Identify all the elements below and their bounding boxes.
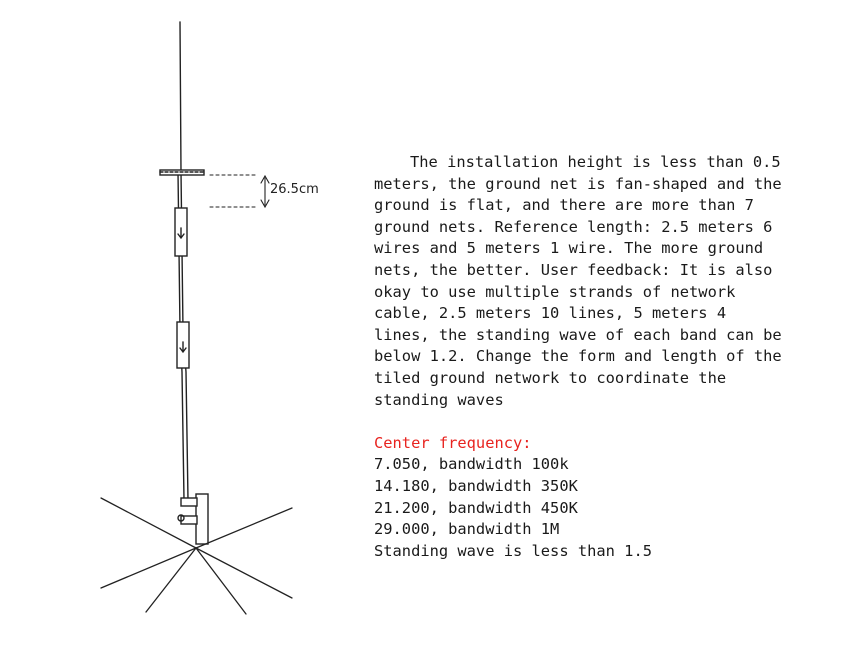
top-crossbar [160, 170, 204, 175]
dimension-label: 26.5cm [270, 182, 319, 197]
center-frequency-heading: Center frequency: [374, 433, 532, 452]
dimension-marker [210, 175, 269, 207]
frequency-line: 14.180, bandwidth 350K [374, 476, 578, 495]
installation-description: The installation height is less than 0.5 meters, the ground net is fan-shaped and the ground is flat, and there are more than 7 ground nets. Reference length: 2.5 meters 6 wires and 5 meters 1 wire. The more ground nets, the better. User feedback: It is also okay to use multiple strands of network cable, 2.5 meters 10 lines, 5 meters 4 lines, the standing wave of each band can be below 1.2. Change the form and length of the tiled ground network to coordinate the standing waves [374, 153, 782, 409]
antenna-whip [180, 22, 181, 172]
frequency-line: 21.200, bandwidth 450K [374, 498, 578, 517]
frequency-line: 7.050, bandwidth 100k [374, 455, 569, 474]
upper-coil [175, 208, 187, 256]
antenna-sketch [0, 0, 360, 652]
frequency-line: 29.000, bandwidth 1M [374, 520, 560, 539]
mounting-bracket [178, 494, 208, 544]
text-panel [374, 152, 784, 562]
standing-wave-line: Standing wave is less than 1.5 [374, 541, 652, 560]
lower-coil [177, 322, 189, 368]
